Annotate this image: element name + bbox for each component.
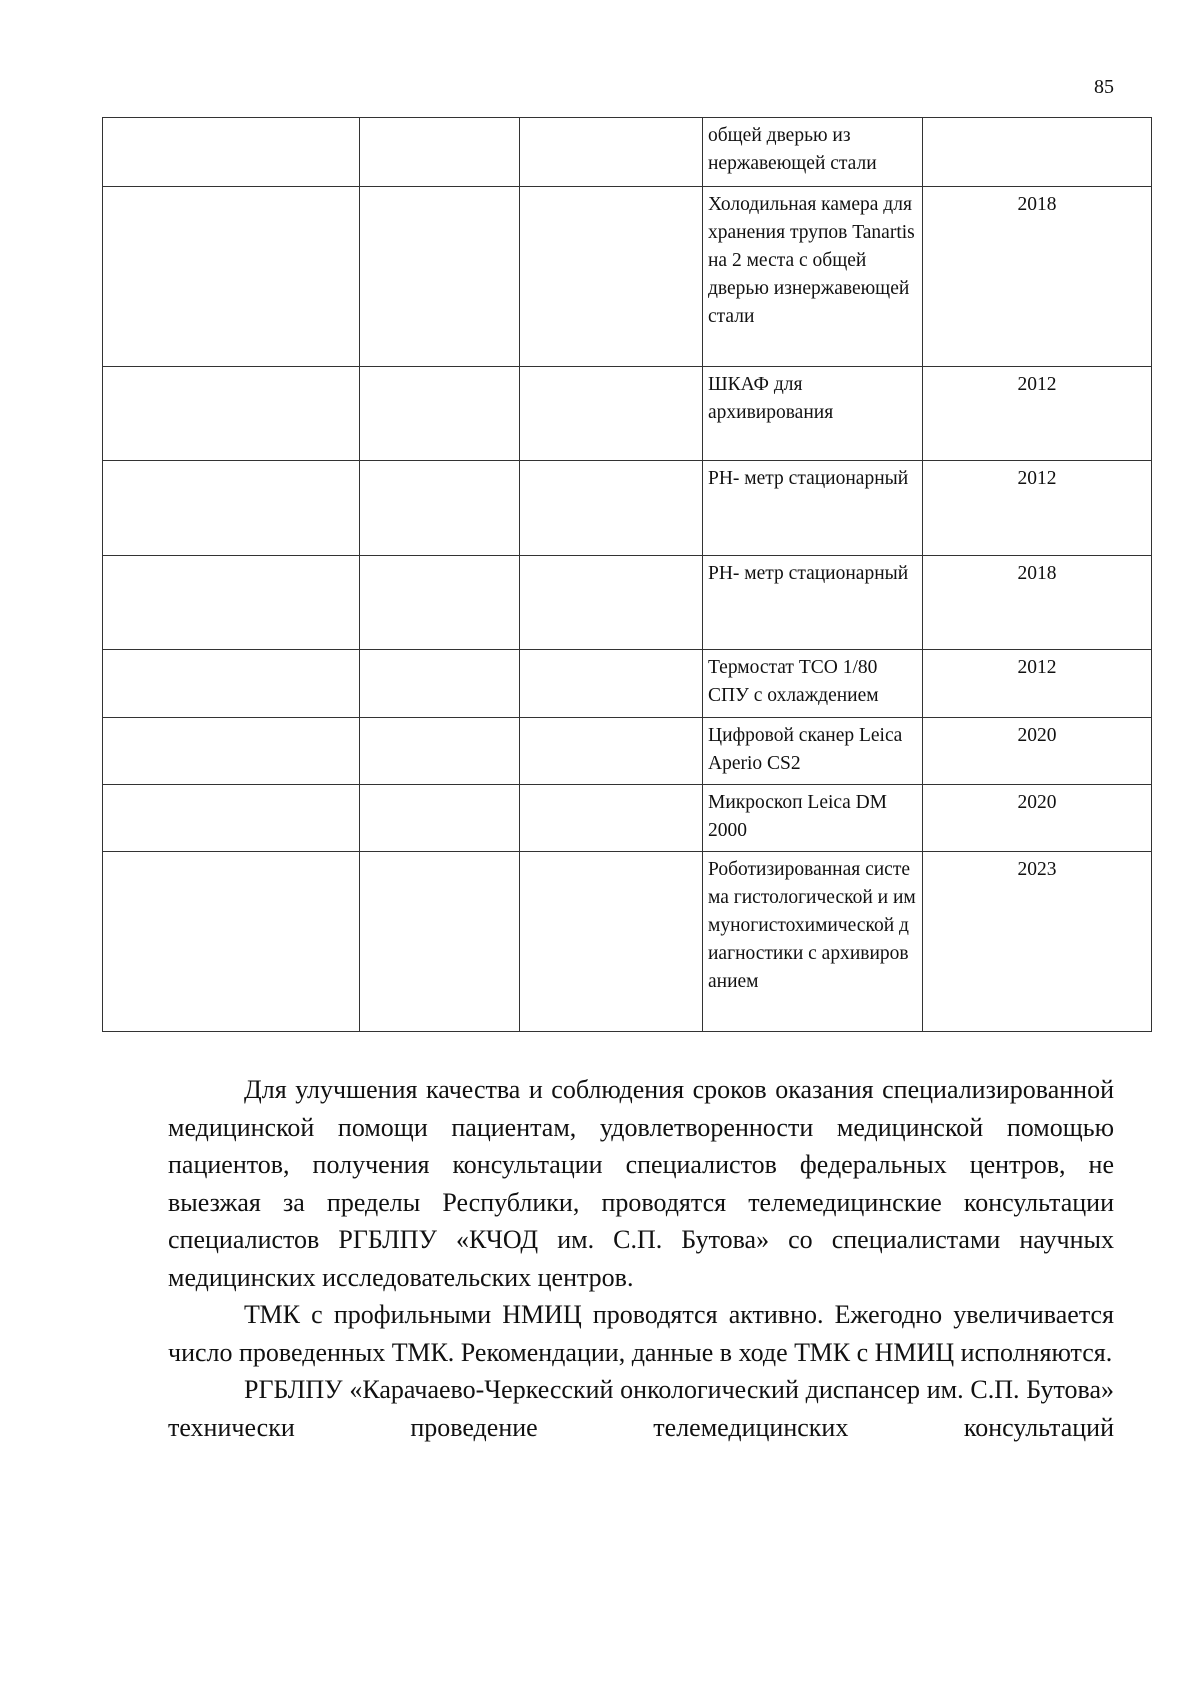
paragraph: Для улучшения качества и соблюдения сроков оказания специализированной медицинской помощи пациентам, удовлетворенности медицинской помощью пациентов, получения консультации специалистов федеральных центров, не выезжая за пределы Республики, проводятся телемедицинские консультации специалистов РГБЛПУ «КЧОД им. С.П. Бутова» со специалистами научных медицинских исследовательских центров. bbox=[168, 1075, 1114, 1292]
table-cell bbox=[103, 650, 360, 718]
equipment-name-cell: РН- метр стационарный bbox=[703, 556, 923, 650]
equipment-name-cell: РН- метр стационарный bbox=[703, 461, 923, 556]
table-cell bbox=[520, 785, 703, 852]
table-cell bbox=[520, 852, 703, 1032]
table-cell bbox=[103, 367, 360, 461]
table-cell bbox=[520, 650, 703, 718]
table-row bbox=[103, 118, 1152, 187]
table-cell bbox=[360, 852, 520, 1032]
equipment-year-cell: 2020 bbox=[923, 718, 1152, 785]
equipment-year-cell: 2018 bbox=[923, 187, 1152, 367]
table-cell bbox=[360, 556, 520, 650]
table-cell bbox=[520, 367, 703, 461]
equipment-year-cell: 2023 bbox=[923, 852, 1152, 1032]
equipment-name-cell: Цифровой сканер Leica Aperio CS2 bbox=[703, 718, 923, 785]
equipment-year-cell: 2012 bbox=[923, 367, 1152, 461]
equipment-name-cell: Роботизированная система гистологической и иммуногистохимической диагностики с архивированием bbox=[703, 852, 923, 1032]
table-row bbox=[103, 461, 1152, 556]
equipment-name-cell: Термостат ТСО 1/80 СПУ с охлаждением bbox=[703, 650, 923, 718]
equipment-year-cell bbox=[923, 118, 1152, 187]
table-cell bbox=[360, 367, 520, 461]
table-cell bbox=[360, 187, 520, 367]
table-cell bbox=[520, 187, 703, 367]
table-cell bbox=[103, 118, 360, 187]
paragraph: ТМК с профильными НМИЦ проводятся активно. Ежегодно увеличивается число проведенных ТМК. Рекомендации, данные в ходе ТМК с НМИЦ исполняются. bbox=[168, 1300, 1114, 1367]
equipment-year-cell: 2018 bbox=[923, 556, 1152, 650]
table-cell bbox=[360, 461, 520, 556]
equipment-year-cell: 2020 bbox=[923, 785, 1152, 852]
body-text bbox=[168, 1071, 1114, 1446]
equipment-table bbox=[102, 117, 1152, 1032]
table-cell bbox=[103, 556, 360, 650]
equipment-name-cell: ШКАФ для архивирования bbox=[703, 367, 923, 461]
table-cell bbox=[360, 118, 520, 187]
table-cell bbox=[360, 650, 520, 718]
equipment-name-cell: Холодильная камера для хранения трупов Tanartis на 2 места с общей дверью изнержавеющей стали bbox=[703, 187, 923, 367]
table-cell bbox=[520, 718, 703, 785]
table-row bbox=[103, 187, 1152, 367]
table-cell bbox=[520, 118, 703, 187]
table-row bbox=[103, 367, 1152, 461]
table-cell bbox=[520, 556, 703, 650]
table-cell bbox=[520, 461, 703, 556]
equipment-name-cell: Микроскоп Leica DM 2000 bbox=[703, 785, 923, 852]
equipment-name-cell: общей дверью из нержавеющей стали bbox=[703, 118, 923, 187]
table-row bbox=[103, 556, 1152, 650]
table-cell bbox=[103, 187, 360, 367]
equipment-year-cell: 2012 bbox=[923, 461, 1152, 556]
table-cell bbox=[103, 852, 360, 1032]
table-cell bbox=[103, 461, 360, 556]
equipment-year-cell: 2012 bbox=[923, 650, 1152, 718]
table-row bbox=[103, 852, 1152, 1032]
table-row bbox=[103, 650, 1152, 718]
table-row bbox=[103, 785, 1152, 852]
table-row bbox=[103, 718, 1152, 785]
table-cell bbox=[360, 718, 520, 785]
table-cell bbox=[360, 785, 520, 852]
paragraph: РГБЛПУ «Карачаево-Черкесский онкологический диспансер им. С.П. Бутова» технически проведение телемедицинских консультаций bbox=[168, 1375, 1114, 1442]
table-cell bbox=[103, 718, 360, 785]
page-number: 85 bbox=[1094, 76, 1114, 98]
table-cell bbox=[103, 785, 360, 852]
